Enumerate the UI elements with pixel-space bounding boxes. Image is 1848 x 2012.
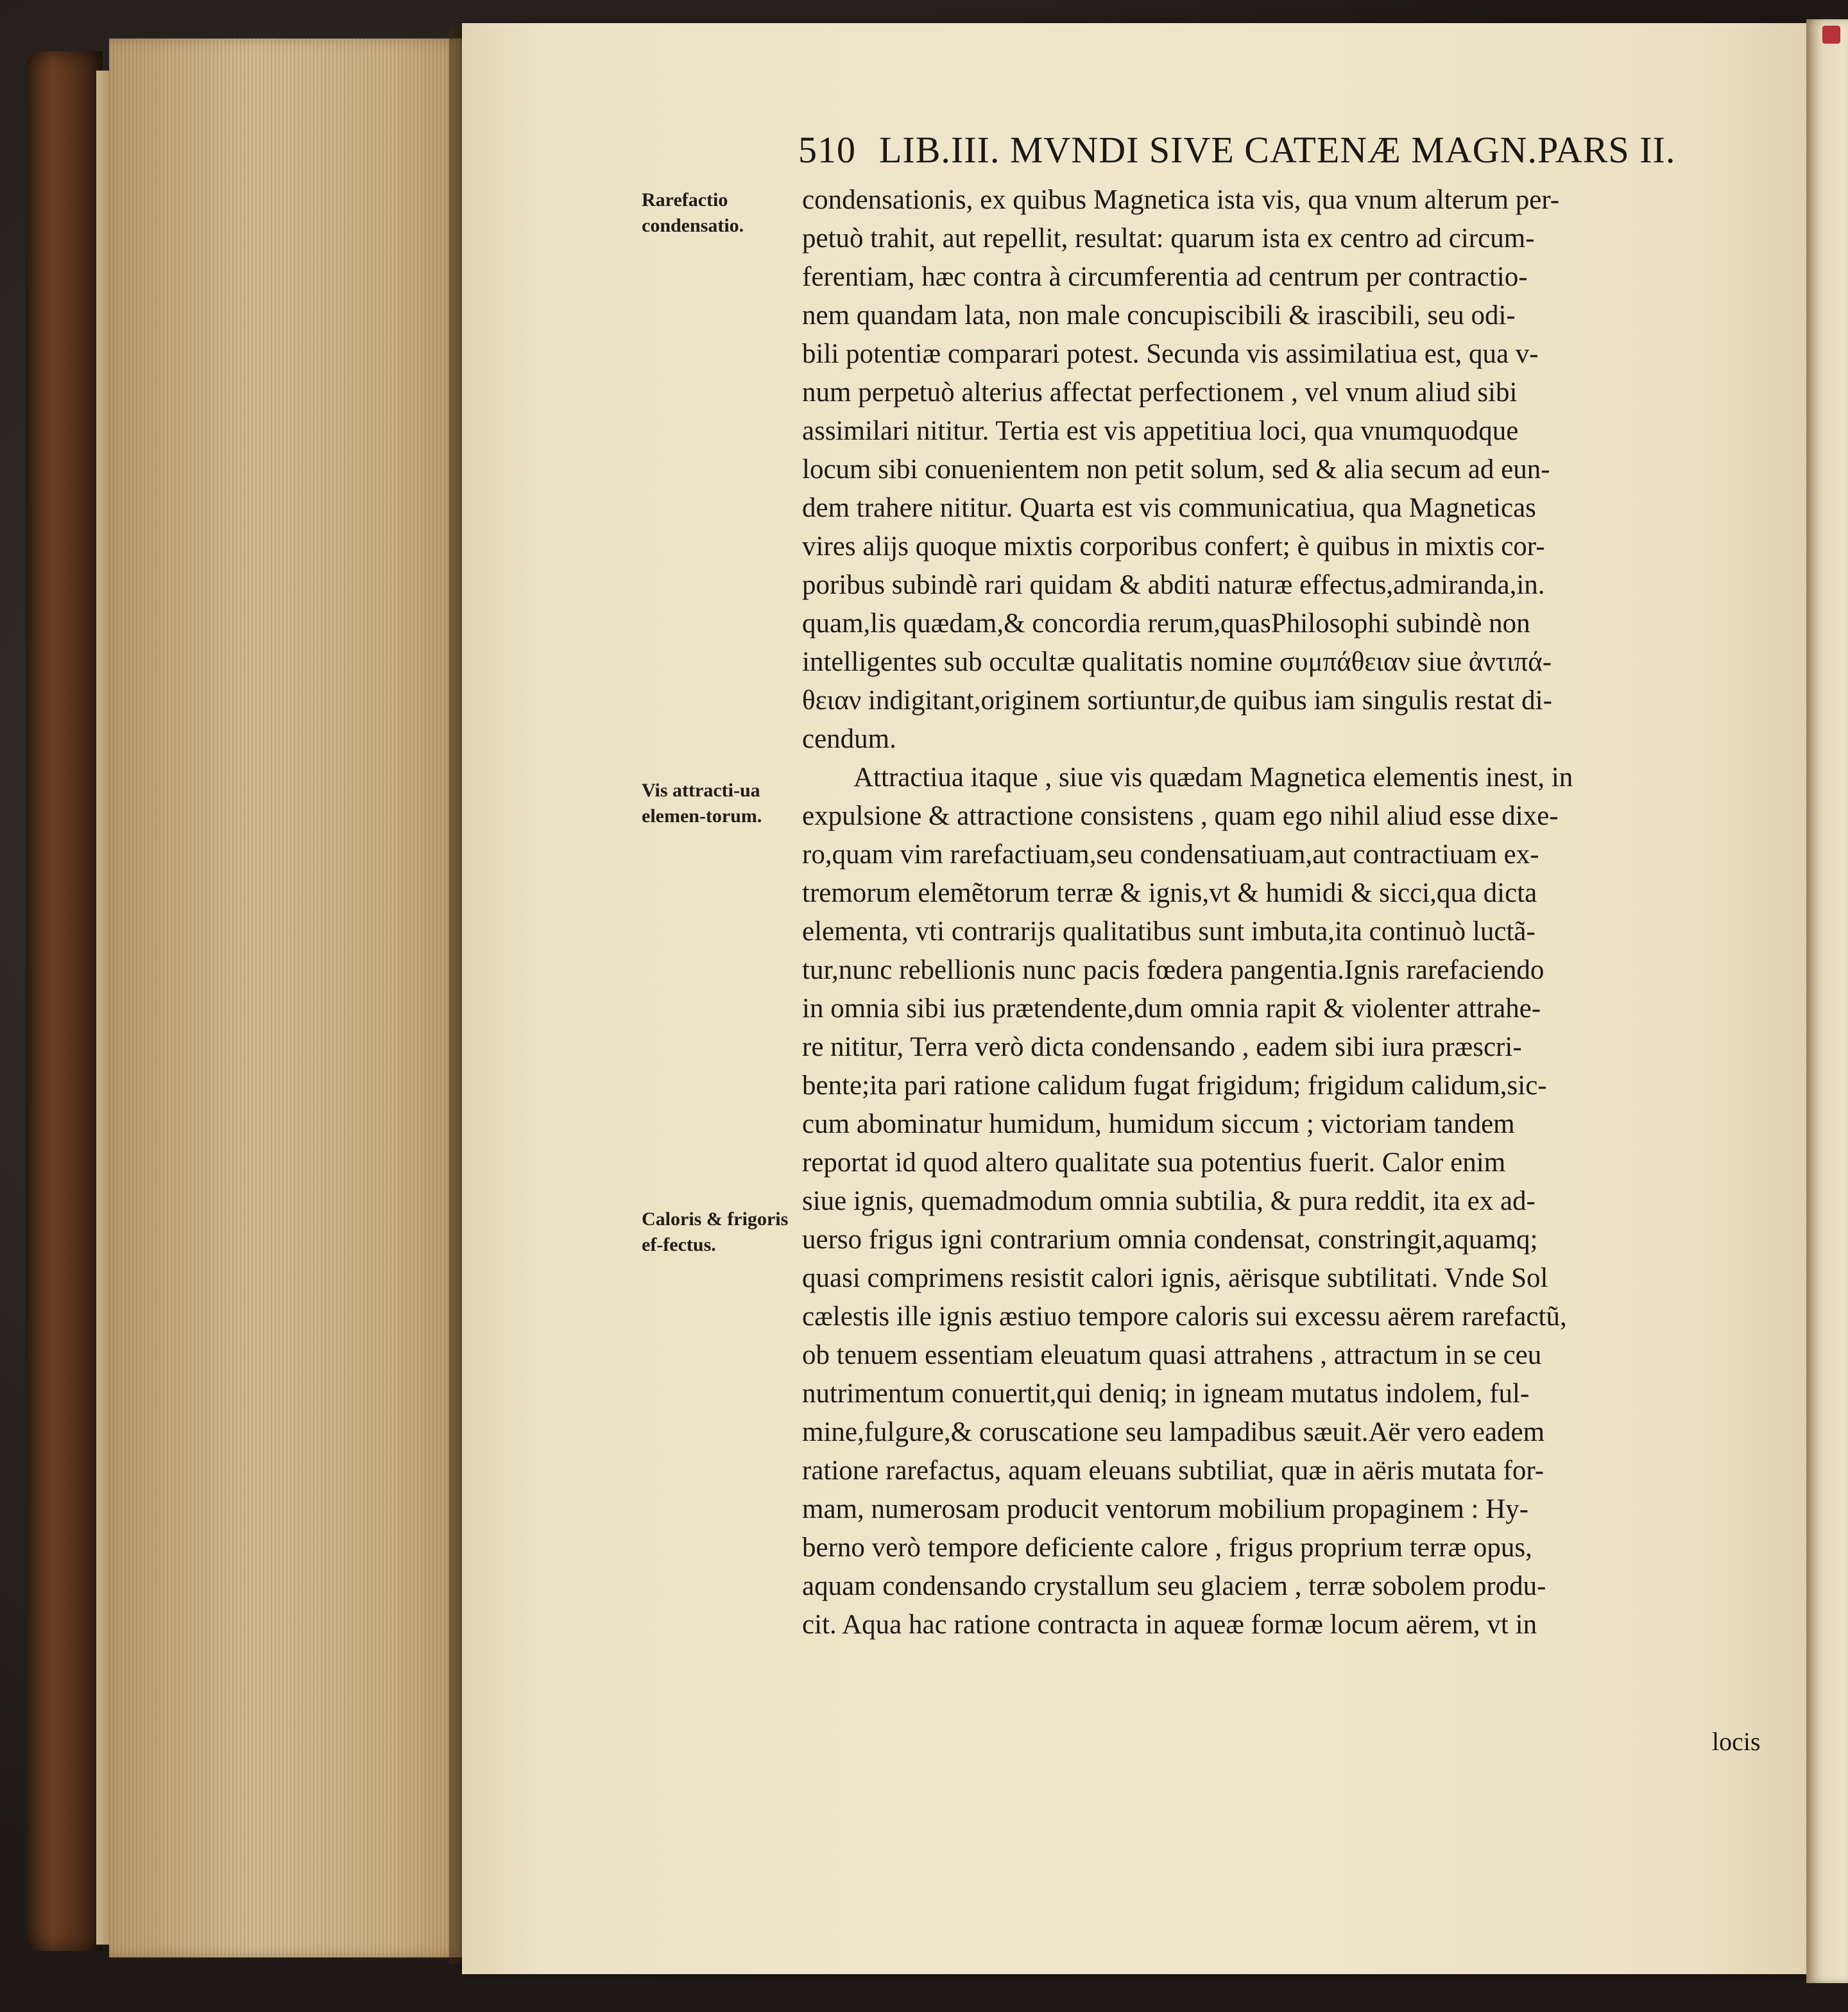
text-line: cendum. [802,724,896,754]
text-line: bili potentiæ comparari potest. Secunda vis assimilatiua est, qua v- [802,339,1539,369]
text-line: nem quandam lata, non male concupiscibili & irascibili, seu odi- [802,300,1516,331]
marginal-note: Rarefactio condensatio. [642,189,744,236]
catchword: locis [1712,1727,1761,1756]
text-line: dem trahere nititur. Quarta est vis communicatiua, qua Magneticas [802,493,1536,523]
text-line: ob tenuem essentiam eleuatum quasi attrahens , attractum in se ceu [802,1340,1542,1370]
text-line: tur,nunc rebellionis nunc pacis fœdera pangentia.Ignis rarefaciendo [802,955,1544,985]
text-line: expulsione & attractione consistens , quam ego nihil aliud esse dixe- [802,801,1559,831]
text-line: assimilari nititur. Tertia est vis appetitiua loci, qua vnumquodque [802,416,1519,446]
text-line: ro,quam vim rarefactiuam,seu condensatiuam,aut contractiuam ex- [802,839,1539,870]
text-line: petuò trahit, aut repellit, resultat: quarum ista ex centro ad circum- [802,223,1535,254]
page-block-edges [109,39,468,1957]
text-line: in omnia sibi ius prætendente,dum omnia rapit & violenter attrahe- [802,993,1541,1024]
text-line: quasi comprimens resistit calori ignis, aërisque subtilitati. Vnde Sol [802,1263,1548,1293]
text-line: ratione rarefactus, aquam eleuans subtiliat, quæ in aëris mutata for- [802,1456,1544,1486]
text-line: vires alijs quoque mixtis corporibus confert; è quibus in mixtis cor- [802,531,1545,562]
text-line: aquam condensando crystallum seu glaciem , terræ sobolem produ- [802,1571,1546,1601]
text-line: bente;ita pari ratione calidum fugat frigidum; frigidum calidum,sic- [802,1070,1547,1101]
text-line: re nititur, Terra verò dicta condensando , eadem sibi iura præscri- [802,1032,1522,1062]
text-line: intelligentes sub occultæ qualitatis nomine συμπάθειαν siue ἀντιπά- [802,647,1552,677]
text-line: cælestis ille ignis æstiuo tempore caloris sui excessu aërem rarefactũ, [802,1302,1567,1332]
text-line: ferentiam, hæc contra à circumferentia ad centrum per contractio- [802,262,1528,292]
text-line: elementa, vti contrarijs qualitatibus sunt imbuta,ita continuò luctã- [802,916,1536,947]
text-line: locum sibi conuenientem non petit solum, sed & alia secum ad eun- [802,454,1550,485]
text-line: Attractiua itaque , siue vis quædam Magnetica elementis inest, in [853,762,1573,793]
running-head [798,128,1748,173]
running-title: LIB.III. MVNDI SIVE CATENÆ MAGN.PARS II. [879,129,1676,171]
text-line: mam, numerosam producit ventorum mobilium propaginem : Hy- [802,1494,1529,1524]
text-line: cum abominatur humidum, humidum siccum ; victoriam tandem [802,1109,1515,1139]
body-text [802,181,1765,1644]
marginal-note: Vis attracti-ua elemen-torum. [642,780,762,827]
text-line: θειαν indigitant,originem sortiuntur,de quibus iam singulis restat di- [802,685,1552,716]
text-line: poribus subindè rari quidam & abditi naturæ effectus,admiranda,in. [802,570,1545,600]
text-line: nutrimentum conuertit,qui deniq; in igneam mutatus indolem, ful- [802,1379,1530,1409]
text-line: berno verò tempore deficiente calore , frigus proprium terræ opus, [802,1533,1532,1563]
text-line: condensationis, ex quibus Magnetica ista vis, qua vnum alterum per- [802,185,1560,215]
text-line: num perpetuò alterius affectat perfectionem , vel vnum aliud sibi [802,377,1518,408]
leather-cover [26,51,103,1951]
page-number: 510 [798,129,856,171]
text-line: mine,fulgure,& coruscatione seu lampadibus sæuit.Aër vero eadem [802,1417,1545,1447]
text-line: uerso frigus igni contrarium omnia condensat, constringit,aquamq; [802,1225,1538,1255]
text-line: cit. Aqua hac ratione contracta in aqueæ formæ locum aërem, vt in [802,1610,1537,1640]
right-page-edge [1806,19,1848,1983]
bookmark-ribbon [1822,26,1840,44]
text-line: quam,lis quædam,& concordia rerum,quasPhilosophi subindè non [802,608,1530,639]
marginal-note: Caloris & frigoris ef-fectus. [642,1208,789,1255]
text-line: tremorum elemẽtorum terræ & ignis,vt & humidi & sicci,qua dicta [802,878,1537,908]
text-line: siue ignis, quemadmodum omnia subtilia, & pura reddit, ita ex ad- [802,1186,1536,1216]
text-line: reportat id quod altero qualitate sua potentius fuerit. Calor enim [802,1148,1506,1178]
